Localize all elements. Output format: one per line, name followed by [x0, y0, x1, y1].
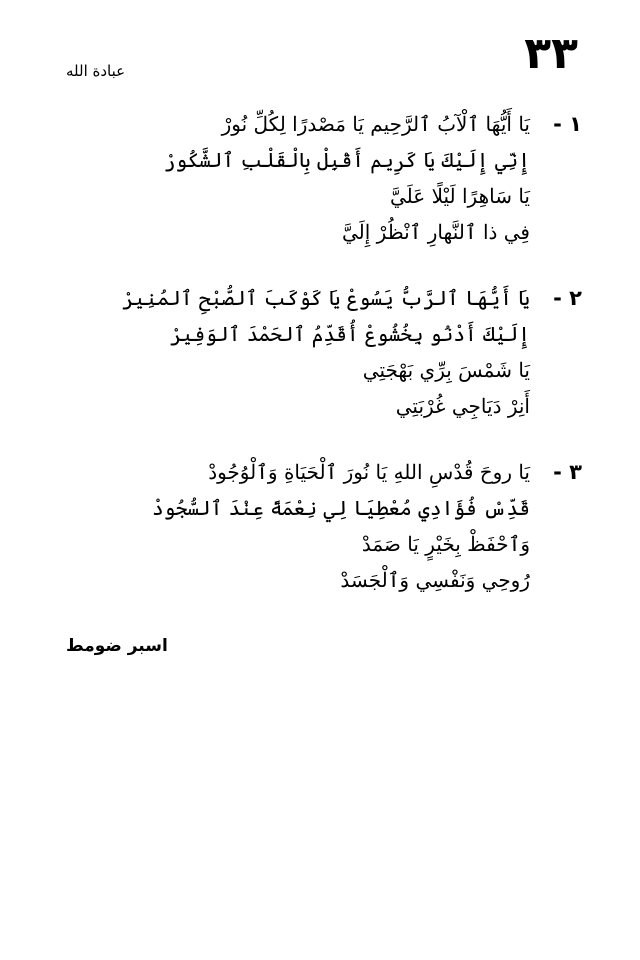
verse-line: يَا شَمْسَ بِرِّي بَهْجَتِي [362, 358, 530, 382]
verse-line: قَدِّسْ فُؤَادِي مُعْطِيَا لِي نِعْمَةً عِنْدَ ٱلسُّجُودْ [152, 496, 530, 520]
verse-row [62, 394, 582, 430]
stanza-2 [62, 286, 582, 430]
stanza-3 [62, 460, 582, 604]
verse-line: رُوحِي وَنَفْسِي وَٱلْجَسَدْ [340, 568, 530, 592]
verse-line: إِلَيْكَ أَدْنُو بِخُشُوعْ أُقَدِّمُ ٱلحَمْدَ ٱلوَفِيرْ [170, 322, 530, 346]
verse-line: إِنِّي إِلَيْكَ يَا كَرِيم أَقْبِلْ بِالْقَلْبِ ٱلشَّكُورْ [163, 148, 530, 172]
verse-row [62, 220, 582, 256]
verse-row [62, 286, 582, 322]
verse-row [62, 496, 582, 532]
stanza-number: ١ - [553, 112, 582, 136]
verse-line: وَٱحْفَظْ بِخَيْرٍ يَا صَمَدْ [361, 532, 530, 556]
verse-line: يَا أَيُّهَا ٱلرَّبُّ يَسُوعْ يَا كَوْكَبَ ٱلصُّبْحِ ٱلمُنِيرْ [122, 286, 530, 310]
verse-row [62, 532, 582, 568]
verse-row [62, 358, 582, 394]
verse-row [62, 148, 582, 184]
verse-line: يَا روحَ قُدْسِ اللهِ يَا نُورَ ٱلْحَيَاةِ وَٱلْوُجُودْ [208, 460, 530, 484]
verse-row [62, 322, 582, 358]
verse-row [62, 460, 582, 496]
stanza-number: ٢ - [553, 286, 582, 310]
running-header-title: عبادة الله [66, 62, 126, 80]
verse-line: أَنِرْ دَيَاجِي غُرْبَتِي [395, 394, 530, 418]
verse-row [62, 112, 582, 148]
stanza-1 [62, 112, 582, 256]
stanza-number: ٣ - [553, 460, 582, 484]
page-number: ٣٣ [524, 28, 578, 79]
verse-line: يَا سَاهِرًا لَيْلًا عَلَيَّ [389, 184, 530, 208]
verse-line: يَا أَيُّهَا ٱلْآبُ ٱلرَّحِيم يَا مَصْدرًا لِكُلِّ نُورْ [221, 112, 530, 136]
verse-row [62, 184, 582, 220]
verse-line: فِي ذا ٱلنَّهارِ ٱنْظُرْ إِلَيَّ [342, 220, 530, 244]
verse-row [62, 568, 582, 604]
author-signature: اسبر ضومط [66, 636, 168, 656]
